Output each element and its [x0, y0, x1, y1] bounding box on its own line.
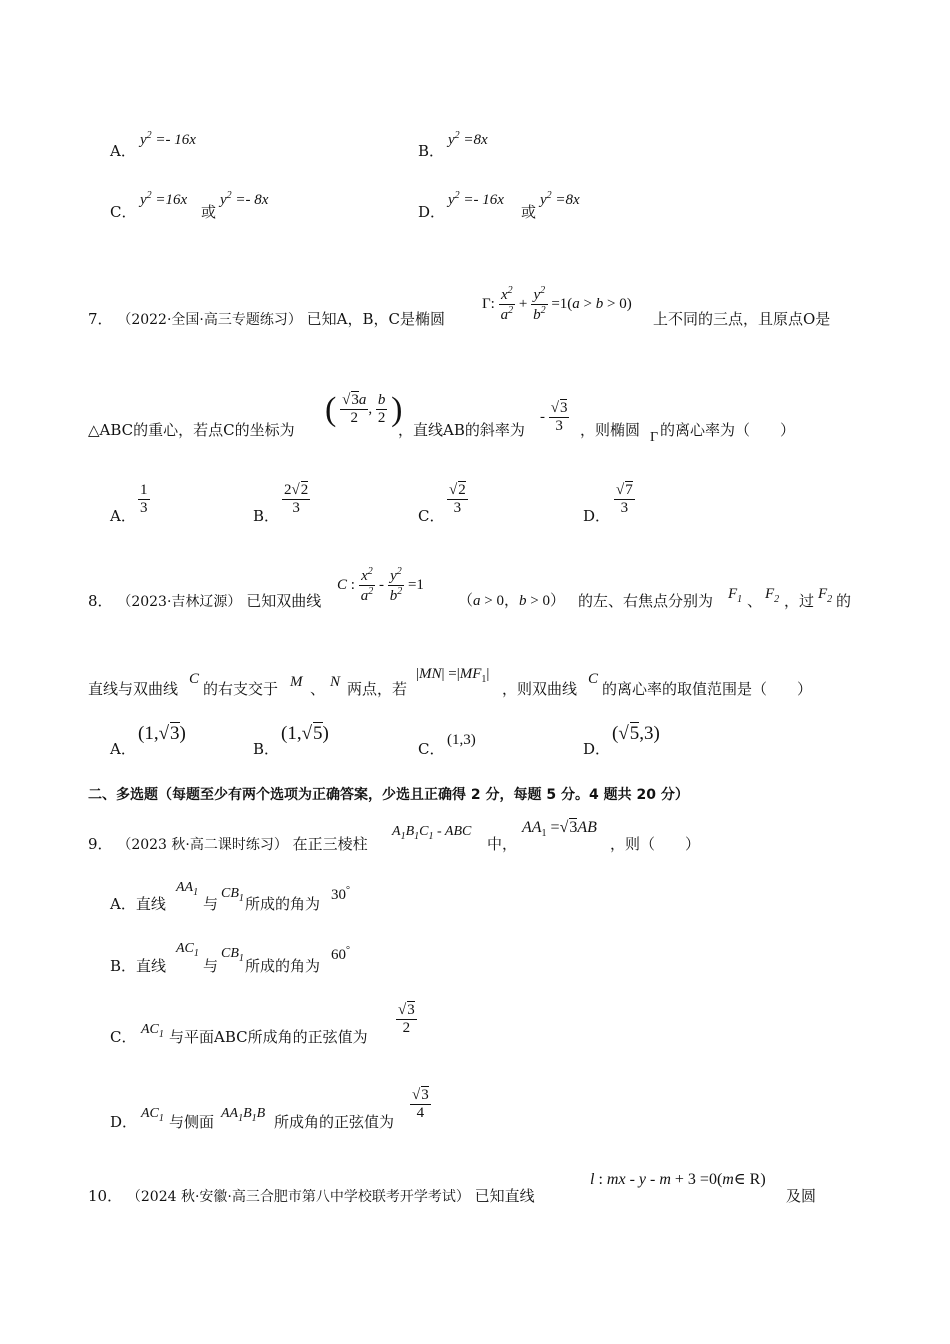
- q7-option-b: [253, 507, 279, 525]
- q8-option-b: [253, 740, 279, 758]
- option-label: A．: [110, 895, 136, 913]
- q9-d-text1: 与侧面: [169, 1113, 215, 1131]
- q8-n-symbol: N: [330, 674, 341, 690]
- question-source: （2023·吉林辽源）: [117, 594, 242, 610]
- option-label: C．: [110, 203, 137, 221]
- option-label: B．: [418, 142, 445, 160]
- q9-option-d: [110, 1113, 137, 1131]
- q9-prism: $A_1B_1C_1$ - ABC: [392, 824, 472, 842]
- q9-a-cb1: $CB_1$: [221, 886, 244, 904]
- frac-sqrt3-3: $\frac{√3}{3}$: [550, 400, 568, 435]
- q8-option-b-value: (1,√5): [281, 723, 329, 744]
- q6-option-a: [110, 142, 136, 160]
- q7-option-d: [583, 507, 610, 525]
- q8-text2: 的左、右焦点分别为: [578, 592, 714, 610]
- q6-option-d: [418, 203, 445, 221]
- q8-f2: $F_2$: [765, 586, 780, 605]
- q9-b-angle: 60°: [331, 945, 350, 963]
- q9-d-text2: 所成角的正弦值为: [274, 1113, 395, 1131]
- q8-option-a: [110, 740, 136, 758]
- q6-option-c-expr2: $y^2 =- 8x$: [220, 190, 269, 208]
- q9-condition: $AA_1 =√3AB$: [522, 819, 597, 840]
- q7-line1: [88, 310, 445, 329]
- q6-option-d-expr1: $y^2 =- 16x$: [448, 190, 504, 208]
- q9-text2: 中，: [487, 835, 518, 853]
- question-number: 8．: [88, 592, 113, 610]
- frac-x2-a2: $\frac{x^2}{a^2}$: [360, 566, 374, 605]
- q8-sep2: 、: [310, 680, 326, 698]
- q9-option-b: [110, 957, 166, 975]
- q7-option-a: [110, 507, 136, 525]
- q9-option-a: [110, 895, 166, 913]
- q8-text3: ，过: [784, 592, 815, 610]
- option-text: 直线: [135, 895, 166, 913]
- q7-point-c-coords: ( $\frac{√3a}{2}$ , $\frac{b}{2}$ ): [325, 390, 403, 428]
- option-label: B．: [253, 507, 280, 525]
- question-number: 7．: [88, 310, 113, 328]
- q6-option-d-expr2: $y^2 =8x$: [540, 190, 580, 208]
- q9-b-with: 与: [203, 957, 219, 975]
- q9-d-face: $AA_1B_1B$: [221, 1106, 266, 1124]
- q9-b-text3: 所成的角为: [245, 957, 321, 975]
- q8-f2b: $F_2$: [818, 586, 833, 605]
- option-label: A．: [110, 142, 136, 160]
- q8-sep: 、: [747, 592, 763, 610]
- q6-option-d-or: 或: [521, 203, 537, 221]
- q7-gamma: Γ: [650, 430, 659, 445]
- q8-conditions: （a > 0，b > 0）: [458, 593, 565, 609]
- q8-f1: $F_1$: [728, 586, 743, 605]
- q7-text3: △ABC的重心，若点C的坐标为: [88, 421, 295, 439]
- q8-hyperbola-formula: C : $\frac{x^2}{a^2}$ - $\frac{y^2}{b^2}$ =1: [337, 566, 424, 605]
- q8-c-symbol2: C: [588, 671, 599, 687]
- q6-option-c-or: 或: [201, 203, 217, 221]
- q8-text8: ，则双曲线: [502, 680, 578, 698]
- q8-condition-mn: $|MN| =|MF_1|$: [416, 666, 490, 685]
- q8-option-a-value: (1,√3): [138, 723, 186, 744]
- q7-text6: 的离心率为（ ）: [660, 421, 796, 439]
- option-label: D．: [418, 203, 446, 221]
- q7-text4: ，直线AB的斜率为: [398, 421, 525, 439]
- q8-text9: 的离心率的取值范围是（ ）: [602, 680, 813, 698]
- q9-text3: ，则（ ）: [610, 835, 701, 853]
- q9-a-with: 与: [203, 895, 219, 913]
- q8-text5: 直线与双曲线: [88, 680, 179, 698]
- option-label: D．: [110, 1113, 138, 1131]
- q6-option-c-expr1: $y^2 =16x$: [140, 190, 188, 208]
- q8-c-symbol: C: [189, 671, 200, 687]
- frac-sqrt3a-2: $\frac{√3a}{2}$: [342, 392, 367, 427]
- q8-text4: 的: [836, 592, 852, 610]
- q6-option-b: [418, 142, 444, 160]
- option-label: C．: [418, 507, 445, 525]
- q9-b-cb1: $CB_1$: [221, 946, 244, 964]
- q6-option-b-expr: $y^2 =8x$: [448, 130, 488, 148]
- q7-option-d-value: $\frac{√7}{3}$: [616, 482, 633, 517]
- q6-option-a-expr: $y^2 =- 16x$: [140, 130, 196, 148]
- q9-c-ac1: $AC_1$: [141, 1022, 164, 1040]
- question-source: （2022·全国·高三专题练习）: [117, 312, 302, 328]
- q7-text2: 上不同的三点，且原点O是: [653, 310, 831, 328]
- q9-line1: [88, 835, 368, 854]
- q8-text1: 已知双曲线: [246, 592, 322, 610]
- q9-option-c: [110, 1028, 136, 1046]
- option-label: D．: [583, 507, 611, 525]
- q8-line1: [88, 592, 321, 611]
- option-label: A．: [110, 740, 136, 758]
- question-source: （2023 秋·高二课时练习）: [117, 837, 288, 853]
- option-text: 直线: [136, 957, 167, 975]
- q8-text7: 两点，若: [347, 680, 408, 698]
- q7-text1: 已知A，B，C是椭圆: [306, 310, 445, 328]
- question-source: （2024 秋·安徽·高三合肥市第八中学校联考开学考试）: [126, 1189, 470, 1205]
- option-label: D．: [583, 740, 611, 758]
- q6-option-c: [110, 203, 136, 221]
- q10-text2: 及圆: [786, 1187, 817, 1205]
- q8-option-c: [418, 740, 444, 758]
- option-label: C．: [110, 1028, 137, 1046]
- question-number: 10．: [88, 1187, 123, 1205]
- frac-x2-a2: $\frac{x^2}{a^2}$: [500, 285, 514, 324]
- q7-text5: ，则椭圆: [580, 421, 641, 439]
- option-label: B．: [110, 957, 137, 975]
- q7-option-b-value: $\frac{2√2}{3}$: [284, 482, 309, 517]
- q8-option-c-value: (1,3): [447, 732, 476, 748]
- question-number: 9．: [88, 835, 113, 853]
- q9-c-text: 与平面ABC所成角的正弦值为: [169, 1028, 368, 1046]
- q9-d-ac1: $AC_1$: [141, 1106, 164, 1124]
- frac-b-2: $\frac{b}{2}$: [377, 392, 386, 427]
- option-label: A．: [110, 507, 136, 525]
- q9-a-angle: 30°: [331, 885, 350, 903]
- frac-y2-b2: $\frac{y^2}{b^2}$: [533, 285, 546, 324]
- q9-text1: 在正三棱柱: [292, 835, 368, 853]
- q10-line-formula: l : mx - y - m + 3 =0(m∈ R): [590, 1171, 766, 1188]
- q7-slope: - $\frac{√3}{3}$: [540, 400, 568, 435]
- q7-option-c-value: $\frac{√2}{3}$: [449, 482, 466, 517]
- option-label: B．: [253, 740, 280, 758]
- q8-text6: 的右支交于: [203, 680, 279, 698]
- q8-option-d-value: (√5,3): [612, 723, 660, 744]
- q7-ellipse-formula: Γ: $\frac{x^2}{a^2}$ + $\frac{y^2}{b^2}$ =1(a > b > 0): [482, 285, 632, 324]
- q9-d-value: $\frac{√3}{4}$: [412, 1087, 429, 1122]
- q7-option-a-value: $\frac{1}{3}$: [140, 482, 148, 517]
- q9-a-text3: 所成的角为: [245, 895, 321, 913]
- q9-c-value: $\frac{√3}{2}$: [398, 1002, 415, 1037]
- option-label: C．: [418, 740, 445, 758]
- q7-option-c: [418, 507, 444, 525]
- q10-line1: [88, 1187, 535, 1206]
- q10-text1: 已知直线: [474, 1187, 535, 1205]
- q8-m-symbol: M: [290, 674, 303, 690]
- q8-option-d: [583, 740, 610, 758]
- section-title: 二、多选题（每题至少有两个选项为正确答案，少选且正确得 2 分，每题 5 分。4 题共 20 分）: [88, 787, 689, 803]
- q9-b-ac1: $AC_1$: [176, 941, 199, 959]
- q9-a-aa1: $AA_1$: [176, 880, 199, 898]
- frac-y2-b2: $\frac{y^2}{b^2}$: [389, 566, 403, 605]
